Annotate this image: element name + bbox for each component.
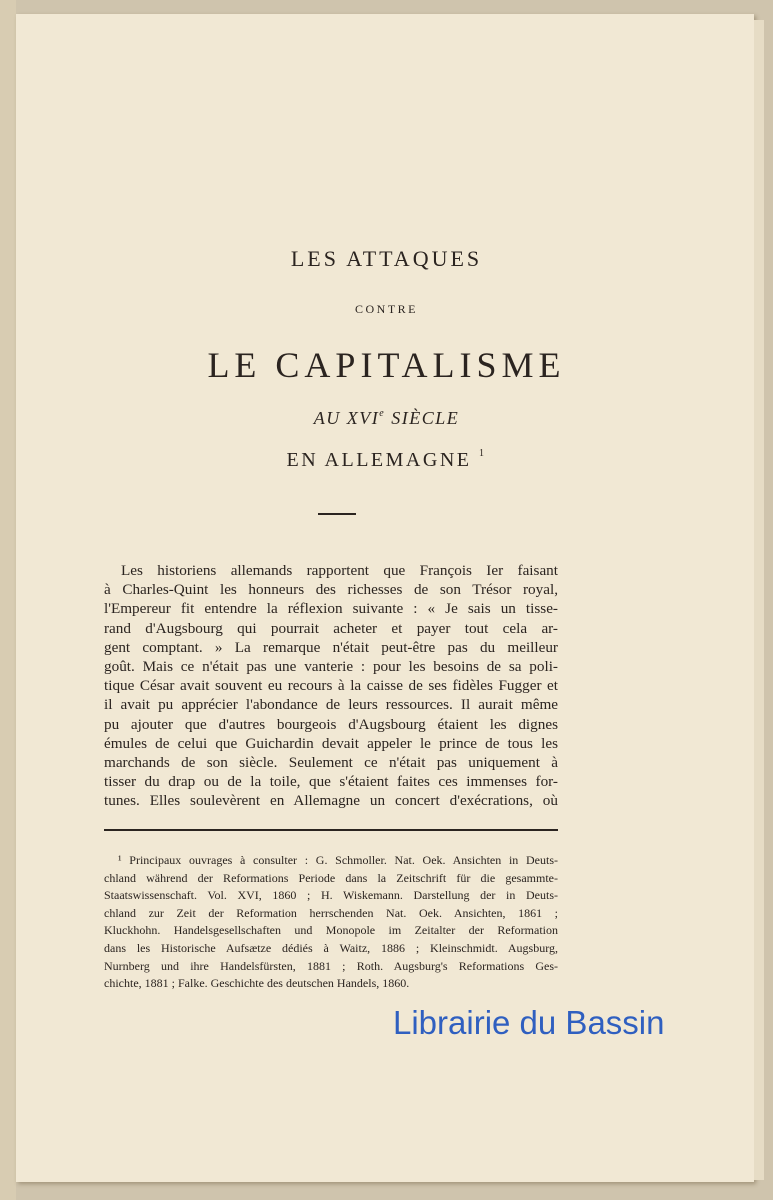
- page-left-margin: [0, 0, 16, 1200]
- body-line: l'Empereur fit entendre la réflexion suivante : « Je sais un tisse-: [104, 600, 558, 618]
- footnote-block: [104, 852, 558, 993]
- footnote-line: chland zur Zeit der Reformation herrschenden Nat. Oek. Ansichten, 1861 ;: [104, 905, 558, 920]
- footnote-line: Staatswissenschaft. Vol. XVI, 1860 ; H. Wiskemann. Darstellung der in Deuts-: [104, 888, 558, 903]
- body-line: gent comptant. » La remarque n'était peut-être pas du meilleur: [104, 638, 558, 656]
- body-line: marchands de son siècle. Seulement ce n'était pas uniquement à: [104, 754, 558, 772]
- title-le-capitalisme: LE CAPITALISME: [207, 345, 566, 385]
- footnote-line: ¹ Principaux ouvrages à consulter : G. Schmoller. Nat. Oek. Ansichten in Deuts-: [118, 853, 558, 867]
- page-right-edge: [754, 20, 764, 1180]
- title-century-text: AU XVI: [313, 408, 380, 428]
- title-siecle-text: SIÈCLE: [385, 408, 460, 428]
- footnote-marker: 1: [478, 448, 487, 459]
- watermark-librairie: Librairie du Bassin: [393, 1004, 665, 1041]
- body-line: pu ajouter que d'autres bourgeois d'Augsbourg étaient les dignes: [104, 715, 558, 733]
- title-les-attaques: LES ATTAQUES: [290, 246, 483, 271]
- footnote-line: chland während der Reformations Periode dans la Zeitschrift für die gesammte-: [104, 870, 558, 885]
- title-allemagne-text: EN ALLEMAGNE: [286, 449, 472, 471]
- body-line: émules de celui que Guichardin devait appeler le prince de tous les: [104, 734, 558, 752]
- body-line: Les historiens allemands rapportent que François Ier faisant: [121, 562, 558, 579]
- body-line: rand d'Augsbourg qui pourrait acheter et payer tout cela ar-: [104, 619, 558, 637]
- title-century-sup: e: [379, 408, 386, 419]
- footnote-line: dans les Historische Aufsætze dédiés à Waitz, 1886 ; Kleinschmidt. Augsburg,: [104, 940, 558, 955]
- body-line: tisser du drap ou de la toile, que s'étaient faites ces immenses for-: [104, 773, 558, 791]
- body-line: à Charles-Quint les honneurs des richesses de son Trésor royal,: [104, 581, 558, 599]
- footnote-line: Nurnberg und ihre Handelsfürsten, 1881 ; Roth. Augsburg's Reformations Ges-: [104, 958, 558, 973]
- body-line: il avait pu apprécier l'abondance de leurs ressources. Il aurait même: [104, 696, 558, 714]
- footnote-line: chichte, 1881 ; Falke. Geschichte des deutschen Handels, 1860.: [104, 976, 410, 991]
- footnote-separator: [104, 829, 558, 831]
- footnote-line: Kluckhohn. Handelsgesellschaften und Monopole im Zeitalter der Reformation: [104, 923, 558, 938]
- body-line: tique César avait souvent eu recours à la caisse de ses fidèles Fugger et: [104, 677, 558, 695]
- body-paragraph: [104, 561, 558, 811]
- title-divider: [318, 513, 356, 515]
- title-au-xvie-siecle: [0, 408, 773, 429]
- body-line: goût. Mais ce n'était pas une vanterie : pour les besoins de sa poli-: [104, 658, 558, 676]
- body-line: tunes. Elles soulevèrent en Allemagne un concert d'exécrations, où: [104, 792, 558, 810]
- title-en-allemagne: [0, 448, 773, 472]
- title-contre: CONTRE: [355, 302, 418, 316]
